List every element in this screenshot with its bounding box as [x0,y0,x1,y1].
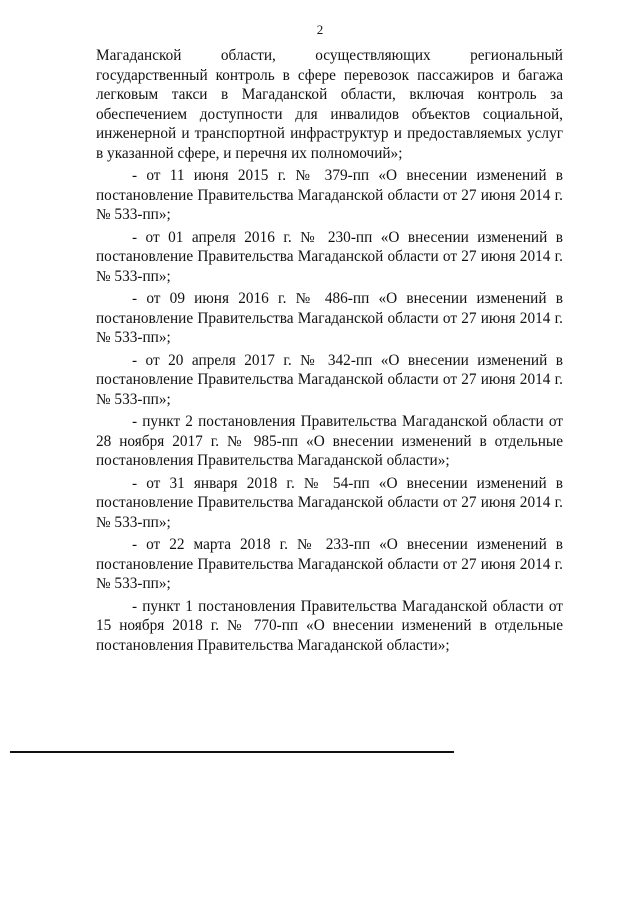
document-body [96,46,563,655]
list-item-resolution-230: - от 01 апреля 2016 г. № 230-пп «О внесении изменений в постановление Правительства Магаданской области от 27 июня 2014 г. № 533-пп»; [96,228,563,285]
list-item-resolution-379: - от 11 июня 2015 г. № 379-пп «О внесении изменений в постановление Правительства Магаданской области от 27 июня 2014 г. № 533-пп»; [96,167,563,223]
footer-divider-line [10,751,454,753]
list-item-resolution-770: - пункт 1 постановления Правительства Магаданской области от 15 ноября 2018 г. № 770-пп «О внесении изменений в отдельные постановления Правительства Магаданской области»; [96,597,563,654]
list-item-resolution-486: - от 09 июня 2016 г. № 486-пп «О внесении изменений в постановление Правительства Магаданской области от 27 июня 2014 г. № 533-пп»; [96,290,563,346]
list-item-resolution-985: - пункт 2 постановления Правительства Магаданской области от 28 ноября 2017 г. № 985-пп «О внесении изменений в отдельные постановления Правительства Магаданской области»; [96,413,563,469]
page-number: 2 [316,22,324,37]
list-item-resolution-342: - от 20 апреля 2017 г. № 342-пп «О внесении изменений в постановление Правительства Магаданской области от 27 июня 2014 г. № 533-пп»; [96,351,563,408]
list-item-resolution-233: - от 22 марта 2018 г. № 233-пп «О внесении изменений в постановление Правительства Магаданской области от 27 июня 2014 г. № 533-пп»; [96,536,563,592]
paragraph-continuation: Магаданской области, осуществляющих региональный государственный контроль в сфере перевозок пассажиров и багажа легковым такси в Магаданской области, включая контроль за обеспечением доступности для инвалидов объектов социальной, инженерной и транспортной инфраструктур и предоставляемых услуг в указанной сфере, и перечня их полномочий»; [96,47,563,162]
list-item-resolution-54: - от 31 января 2018 г. № 54-пп «О внесении изменений в постановление Правительства Магаданской области от 27 июня 2014 г. № 533-пп»; [96,474,563,531]
